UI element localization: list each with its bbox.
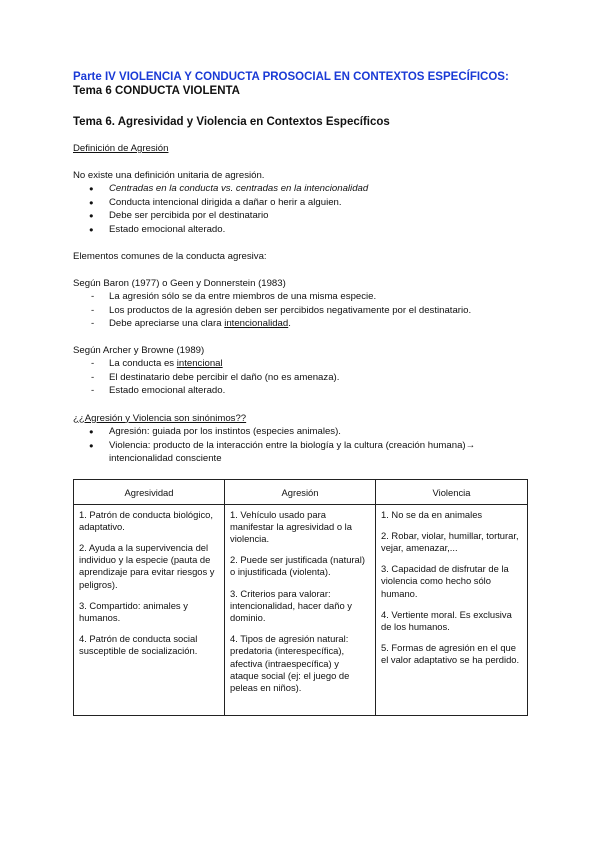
baron-heading: Según Baron (1977) o Geen y Donnerstein (1983) [73,277,286,289]
cell-paragraph: 3. Criterios para valorar: intencionalidad, hacer daño y dominio. [230,587,352,623]
item-text: Debe apreciarse una clara [109,318,225,329]
list-item: ● Debe ser percibida por el destinatario [73,209,533,223]
header-violencia: Violencia [376,479,528,504]
cell-paragraph: 2. Ayuda a la supervivencia del individuo y la especie (pauta de aprendizaje para evitar riesgos y peligros). [79,541,215,590]
list-item: - El destinatario debe percibir el daño (no es amenaza). [73,371,533,385]
header-agresion: Agresión [225,479,376,504]
list-item [73,317,533,331]
list-item: - Estado emocional alterado. [73,384,533,398]
item-underlined-text: intencionalidad [224,318,289,329]
cell-paragraph: 4. Vertiente moral. Es exclusiva de los humanos. [381,608,512,632]
archer-list [73,357,533,398]
synonyms-list [73,425,533,466]
section-title: Tema 6. Agresividad y Violencia en Contextos Específicos [73,116,390,128]
definition-heading: Definición de Agresión [73,143,169,154]
cell-paragraph: 1. Patrón de conducta biológico, adaptativo. [79,508,213,532]
synonyms-heading: ¿¿Agresión y Violencia son sinónimos?? [73,412,247,424]
list-item: ● Violencia: producto de la interacción entre la biología y la cultura (creación humana)→ intencionalidad consciente [73,439,533,466]
cell-paragraph: 2. Puede ser justificada (natural) o injustificada (violenta). [230,554,365,578]
topic-title: Tema 6 CONDUCTA VIOLENTA [73,85,240,97]
archer-heading: Según Archer y Browne (1989) [73,344,205,356]
comparison-table [73,479,528,716]
cell-paragraph: 3. Capacidad de disfrutar de la violencia como hecho sólo humano. [381,563,509,599]
cell-agresividad [74,504,225,715]
cell-paragraph: 1. No se da en animales [381,508,483,520]
list-item: ● Conducta intencional dirigida a dañar o herir a alguien. [73,196,533,210]
definition-list [73,182,533,236]
table-header-row [74,479,528,504]
list-item: ● Estado emocional alterado. [73,223,533,237]
cell-paragraph: 4. Tipos de agresión natural: predatoria (interespecífica), afectiva (intraespecífica) y ataque social (ej: el juego de peleas en niños). [230,633,350,693]
list-item [73,357,533,371]
list-item: - Los productos de la agresión deben ser percibidos negativamente por el destinatario. [73,304,533,318]
baron-list [73,290,533,331]
document-page [73,70,533,716]
definition-intro: No existe una definición unitaria de agresión. [73,169,265,181]
cell-paragraph: 3. Compartido: animales y humanos. [79,599,188,623]
common-elements-text: Elementos comunes de la conducta agresiva: [73,251,267,262]
cell-paragraph: 2. Robar, violar, humillar, torturar, vejar, amenazar,... [381,529,519,553]
cell-violencia [376,504,528,715]
item-underlined-text: intencional [176,358,223,369]
header-agresividad: Agresividad [74,479,225,504]
cell-agresion [225,504,376,715]
part-title: Parte IV VIOLENCIA Y CONDUCTA PROSOCIAL EN CONTEXTOS ESPECÍFICOS: [73,71,509,83]
list-item: ● Centradas en la conducta vs. centradas en la intencionalidad [73,182,533,196]
cell-paragraph: 5. Formas de agresión en el que el valor adaptativo se ha perdido. [381,642,520,666]
table-row [74,504,528,715]
cell-paragraph: 4. Patrón de conducta social susceptible de socialización. [79,633,198,657]
cell-paragraph: 1. Vehículo usado para manifestar la agresividad o la violencia. [230,508,352,544]
list-item: ● Agresión: guiada por los instintos (especies animales). [73,425,533,439]
list-item: - La agresión sólo se da entre miembros de una misma especie. [73,290,533,304]
item-text: . [288,318,291,329]
item-text: La conducta es [109,358,177,369]
